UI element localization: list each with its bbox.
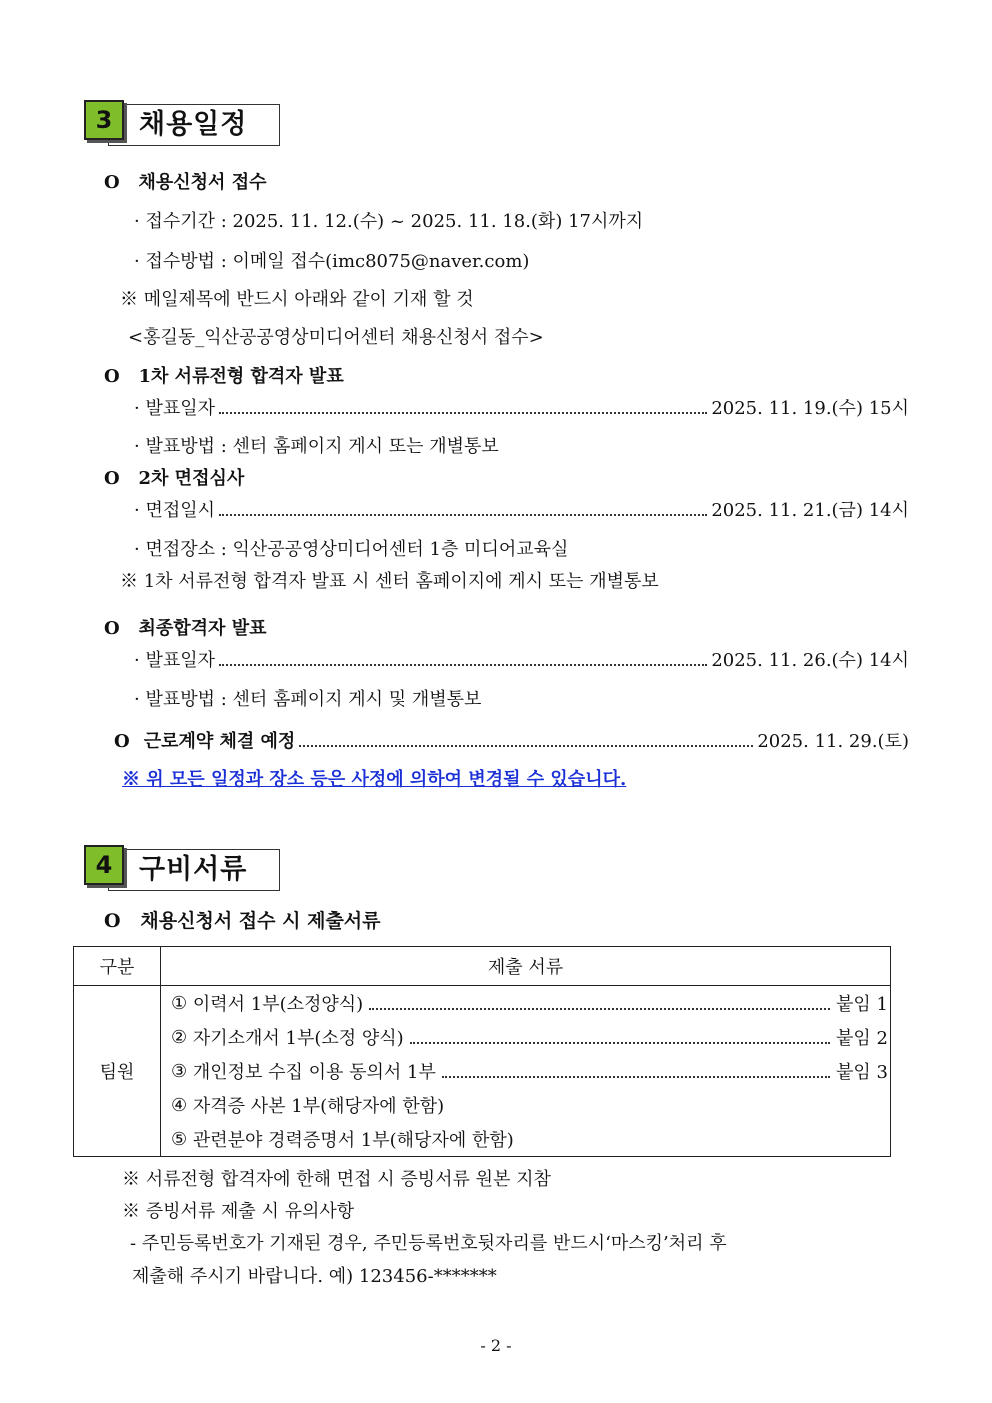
schedule-change-notice: ※ 위 모든 일정과 장소 등은 사정에 의하여 변경될 수 있습니다.: [122, 769, 627, 790]
item1-heading: 채용신청서 접수: [138, 172, 267, 193]
item4-date-label: · 발표일자: [134, 650, 215, 671]
item-text: 개인정보 수집 이용 동의서 1부: [192, 1062, 436, 1083]
item3-date-value: 2025. 11. 21.(금) 14시: [711, 500, 909, 521]
item-text: 자기소개서 1부(소정 양식): [192, 1028, 404, 1049]
bullet: O: [104, 910, 121, 932]
bullet: O: [104, 366, 120, 387]
leader-dots: [410, 1030, 830, 1044]
section-3-number: 3: [84, 100, 124, 140]
item4-date-value: 2025. 11. 26.(수) 14시: [711, 650, 909, 671]
list-item: [161, 1054, 890, 1088]
section-4-number: 4: [84, 845, 124, 885]
item-attach: 붙임 3: [836, 1062, 888, 1083]
bullet: O: [104, 172, 120, 193]
list-item: [161, 1088, 890, 1122]
section4-note2: ※ 증빙서류 제출 시 유의사항: [122, 1201, 355, 1222]
item5-row: [114, 730, 909, 754]
item2-heading-line: [104, 365, 344, 389]
leader-dots: [369, 996, 830, 1010]
section-4-title: 구비서류: [108, 849, 280, 891]
item4-heading-line: [104, 617, 266, 641]
item-number: ③: [171, 1060, 188, 1082]
section4-heading: 채용신청서 접수 시 제출서류: [140, 910, 381, 932]
leader-dots: [219, 650, 707, 666]
item3-place: · 면접장소 : 익산공공영상미디어센터 1층 미디어교육실: [134, 539, 569, 560]
item2-heading: 1차 서류전형 합격자 발표: [138, 366, 344, 387]
item2-date-label: · 발표일자: [134, 398, 215, 419]
table-row: [74, 986, 891, 1157]
item4-heading: 최종합격자 발표: [138, 618, 267, 639]
page-number: - 2 -: [480, 1336, 512, 1355]
item1-heading-line: [104, 171, 266, 195]
item-text: 이력서 1부(소정양식): [192, 994, 364, 1015]
section-4-header: [84, 845, 284, 891]
leader-dots: [219, 398, 707, 414]
item1-method: · 접수방법 : 이메일 접수(imc8075@naver.com): [134, 251, 530, 272]
item-number: ①: [171, 992, 188, 1014]
section4-heading-line: [104, 909, 381, 933]
item4-date-row: [134, 649, 909, 673]
section-3-title: 채용일정: [108, 104, 280, 146]
item3-heading-line: [104, 467, 244, 491]
item-attach: 붙임 1: [836, 994, 888, 1015]
item-number: ⑤: [171, 1128, 188, 1150]
leader-dots: [299, 731, 753, 747]
item2-date-row: [134, 397, 909, 421]
item3-date-label: · 면접일시: [134, 500, 215, 521]
item1-note: ※ 메일제목에 반드시 아래와 같이 기재 할 것: [120, 289, 474, 310]
section-3-header: [84, 100, 284, 146]
section4-note3: - 주민등록번호가 기재된 경우, 주민등록번호뒷자리를 반드시‘마스킹’처리 후: [130, 1233, 727, 1254]
item4-method: · 발표방법 : 센터 홈페이지 게시 및 개별통보: [134, 689, 482, 710]
item3-date-row: [134, 499, 909, 523]
list-item: [161, 986, 890, 1020]
item2-date-value: 2025. 11. 19.(수) 15시: [711, 398, 909, 419]
item3-note: ※ 1차 서류전형 합격자 발표 시 센터 홈페이지에 게시 또는 개별통보: [120, 571, 659, 592]
col1-header: 구분: [74, 947, 161, 986]
bullet: O: [104, 468, 120, 489]
item-number: ④: [171, 1094, 188, 1116]
list-item: [161, 1020, 890, 1054]
item-text: 자격증 사본 1부(해당자에 한함): [192, 1096, 445, 1117]
item-number: ②: [171, 1026, 188, 1048]
item-attach: 붙임 2: [836, 1028, 888, 1049]
documents-table: [73, 946, 891, 1157]
leader-dots: [442, 1064, 830, 1078]
item-text: 관련분야 경력증명서 1부(해당자에 한함): [192, 1130, 514, 1151]
table-header-row: [74, 947, 891, 986]
item1-period: · 접수기간 : 2025. 11. 12.(수) ~ 2025. 11. 18.(화) 17시까지: [134, 211, 644, 232]
section4-note1: ※ 서류전형 합격자에 한해 면접 시 증빙서류 원본 지참: [122, 1169, 551, 1190]
list-item: [161, 1122, 890, 1156]
documents-list-cell: [161, 986, 891, 1157]
col2-header: 제출 서류: [161, 947, 891, 986]
item3-heading: 2차 면접심사: [138, 468, 245, 489]
bullet: O: [114, 731, 130, 752]
item2-method: · 발표방법 : 센터 홈페이지 게시 또는 개별통보: [134, 436, 499, 457]
item1-format: <홍길동_익산공공영상미디어센터 채용신청서 접수>: [128, 327, 544, 348]
bullet: O: [104, 618, 120, 639]
item5-date-value: 2025. 11. 29.(토): [757, 731, 909, 752]
leader-dots: [219, 500, 707, 516]
row-label: 팀원: [74, 986, 161, 1157]
item5-heading: 근로계약 체결 예정: [143, 731, 296, 752]
section4-note4: 제출해 주시기 바랍니다. 예) 123456-*******: [132, 1266, 497, 1287]
